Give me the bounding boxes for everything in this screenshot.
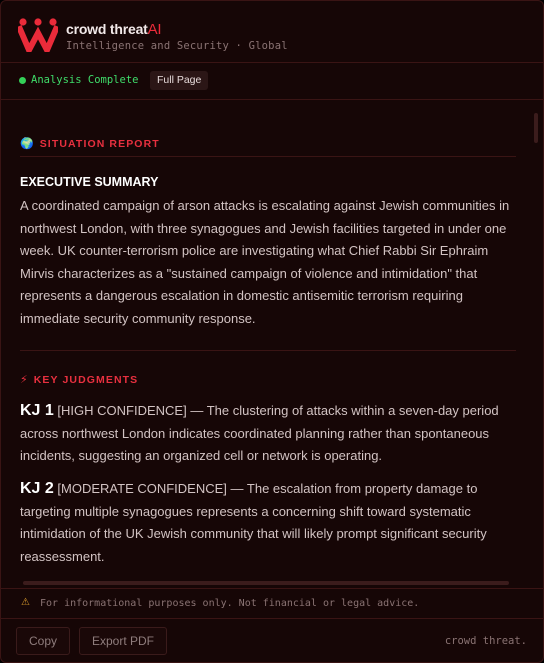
- kj-confidence: [HIGH CONFIDENCE] —: [57, 403, 204, 418]
- key-judgments-heading: [20, 373, 138, 386]
- status-bar: [1, 63, 543, 100]
- situation-report-heading: [20, 137, 160, 150]
- report-content[interactable]: [1, 101, 543, 587]
- brand-name-text: crowd threat: [66, 21, 148, 37]
- kj-confidence: [MODERATE CONFIDENCE] —: [57, 481, 244, 496]
- disclaimer-text: For informational purposes only. Not financial or legal advice.: [40, 598, 420, 609]
- key-judgment-2: [20, 478, 520, 568]
- status-text: Analysis Complete: [31, 74, 139, 86]
- lightning-icon: ⚡: [20, 374, 28, 386]
- globe-icon: 🌍: [20, 138, 34, 150]
- footer-brand: crowd threat.: [444, 635, 527, 647]
- crowd-threat-logo-icon: [18, 18, 58, 52]
- kj-label: KJ 1: [20, 402, 54, 419]
- key-judgments-title: KEY JUDGMENTS: [33, 373, 139, 386]
- full-page-chip[interactable]: Full Page: [150, 71, 208, 90]
- kj-text: The escalation from property damage to targeting multiple synagogues represents a concerning shift toward systematic intimidation of the UK Jewish community that will likely prompt significant security reassessment.: [20, 481, 487, 564]
- situation-report-title: SITUATION REPORT: [39, 137, 160, 150]
- kj-label: KJ 2: [20, 480, 54, 497]
- disclaimer-bar: [1, 588, 543, 617]
- tagline: Intelligence and Security · Global: [66, 40, 288, 52]
- divider: [20, 350, 516, 351]
- brand-name: [66, 21, 161, 38]
- footer-actions: [1, 618, 543, 663]
- status-dot-icon: [19, 77, 26, 84]
- executive-summary-heading: EXECUTIVE SUMMARY: [20, 175, 159, 189]
- export-pdf-button[interactable]: Export PDF: [79, 627, 167, 655]
- divider: [20, 156, 516, 157]
- copy-button[interactable]: Copy: [16, 627, 70, 655]
- brand-suffix: AI: [147, 21, 162, 38]
- key-judgment-1: [20, 400, 520, 468]
- vertical-scrollbar[interactable]: [534, 113, 538, 143]
- executive-summary-text: A coordinated campaign of arson attacks is escalating against Jewish communities in northwest London, with three synagogues and Jewish facilities targeted in under one week. UK counter-terrorism police are investigating what Chief Rabbi Sir Ephraim Mirvis characterizes as a "sustained campaign of violence and intimidation" that represents a dangerous escalation in domestic antisemitic terrorism requiring immediate security community response.: [20, 198, 510, 326]
- warning-icon: ⚠: [21, 597, 30, 608]
- kj-text: The clustering of attacks within a seven-day period across northwest London indicates coordinated planning rather than spontaneous incidents, suggesting an organized cell or network is operating.: [20, 403, 499, 464]
- header: [1, 1, 543, 63]
- horizontal-scrollbar[interactable]: [23, 581, 509, 585]
